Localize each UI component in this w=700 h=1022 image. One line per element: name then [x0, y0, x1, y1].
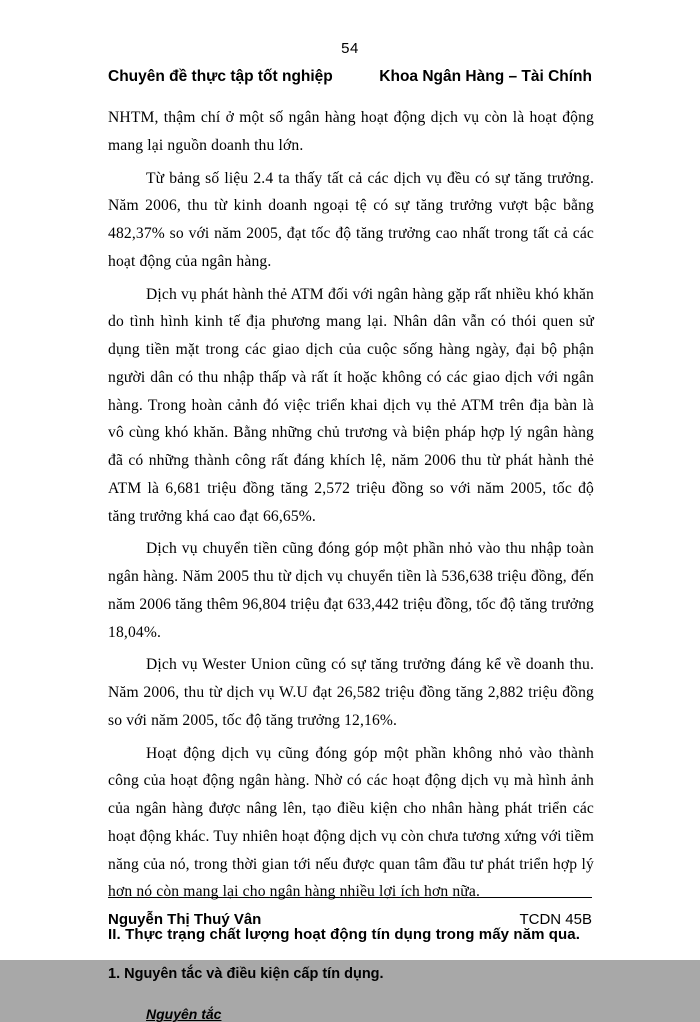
footer-divider [108, 897, 592, 898]
body-paragraph: NHTM, thậm chí ở một số ngân hàng hoạt động dịch vụ còn là hoạt động mang lại nguồn doanh thu lớn. [108, 109, 594, 154]
footer-right-text: TCDN 45B [519, 911, 592, 928]
page-number: 54 [341, 40, 359, 57]
footer-left-text: Nguyễn Thị Thuý Vân [108, 911, 262, 928]
body-paragraph: Dịch vụ Wester Union cũng có sự tăng trưởng đáng kể về doanh thu. Năm 2006, thu từ dịch vụ W.U đạt 26,582 triệu đồng tăng 2,882 triệu đồng so với năm 2005, tốc độ tăng trưởng 12,16%. [108, 656, 594, 729]
body-paragraph: Từ bảng số liệu 2.4 ta thấy tất cả các dịch vụ đều có sự tăng trưởng. Năm 2006, thu từ kinh doanh ngoại tệ có sự tăng trưởng vượt bậc bằng 482,37% so với năm 2005, đạt tốc độ tăng trưởng cao nhất trong tất cả các hoạt động của ngân hàng. [108, 169, 594, 270]
section-heading: II. Thực trạng chất lượng hoạt động tín dụng trong mấy năm qua. [108, 926, 581, 943]
header-left-text: Chuyên đề thực tập tốt nghiệp [108, 68, 333, 85]
term-label: Nguyên tắc [146, 1006, 222, 1022]
page-footer [108, 911, 592, 928]
body-paragraph: Dịch vụ chuyển tiền cũng đóng góp một phần nhỏ vào thu nhập toàn ngân hàng. Năm 2005 thu từ dịch vụ chuyển tiền là 536,638 triệu đồng, đến năm 2006 tăng thêm 96,804 triệu đạt 633,442 triệu đồng, tốc độ tăng trưởng 18,04%. [108, 540, 595, 641]
body-paragraph: Dịch vụ phát hành thẻ ATM đối với ngân hàng gặp rất nhiều khó khăn do tình hình kinh tế địa phương mang lại. Nhân dân vẫn có thói quen sử dụng tiền mặt trong các giao dịch của cuộc sống hàng ngày, đại bộ phận người dân có thu nhập thấp và rất ít hoặc không có các giao dịch với ngân hàng. Trong hoàn cảnh đó việc triển khai dịch vụ thẻ ATM trên địa bàn là vô cùng khó khăn. Bằng những chủ trương và biện pháp hợp lý ngân hàng đã có những thành công rất đáng khích lệ, năm 2006 thu từ phát hành thẻ ATM là 6,681 triệu đồng tăng 2,572 triệu đồng so với năm 2005, tốc độ tăng trưởng khá cao đạt 66,65%. [108, 285, 594, 525]
document-body [108, 104, 594, 1022]
sub-heading: 1. Nguyên tắc và điều kiện cấp tín dụng. [108, 965, 384, 982]
header-right-text: Khoa Ngân Hàng – Tài Chính [379, 68, 592, 85]
body-paragraph: Hoạt động dịch vụ cũng đóng góp một phần không nhỏ vào thành công của hoạt động ngân hàng. Nhờ có các hoạt động dịch vụ mà hình ảnh của ngân hàng được nâng lên, tạo điều kiện cho nhân hàng phát triển các hoạt động khác. Tuy nhiên hoạt động dịch vụ còn chưa tương xứng với tiềm năng của nó, trong thời gian tới nếu được quan tâm đầu tư phát triển hợp lý hơn nó còn mang lại cho ngân hàng nhiều lợi ích hơn nữa. [108, 744, 594, 901]
page-header [108, 68, 592, 86]
